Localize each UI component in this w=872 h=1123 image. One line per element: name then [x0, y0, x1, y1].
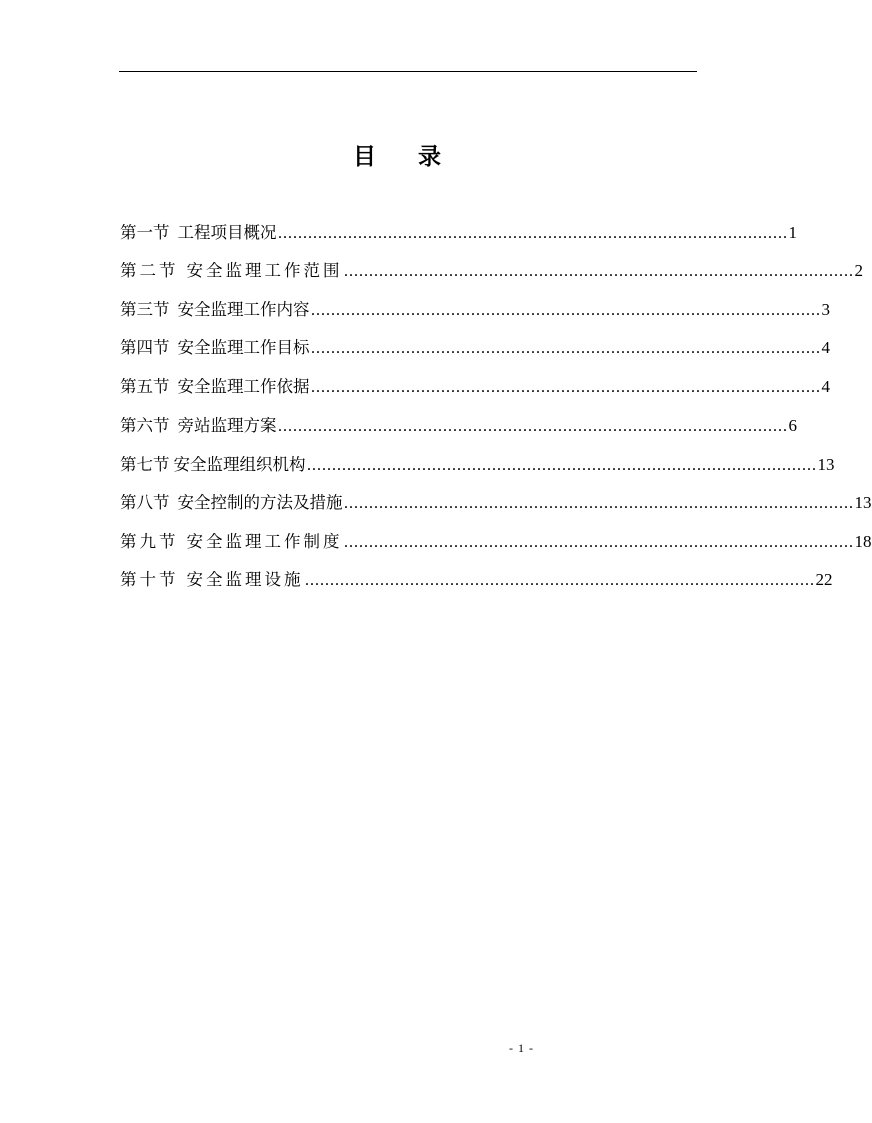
- toc-title: 安全监理工作依据: [177, 377, 310, 396]
- toc-label: [120, 296, 310, 320]
- toc-label: [120, 373, 310, 397]
- toc-leader: …………………………………………………………………………………………: [310, 339, 821, 357]
- toc-entry-4[interactable]: [120, 334, 830, 360]
- toc-entry-10[interactable]: [120, 566, 833, 592]
- toc-page-number: 18: [854, 532, 872, 551]
- toc-section: 第九节: [120, 532, 179, 551]
- toc-title: 安全监理工作内容: [177, 300, 310, 319]
- toc-title: 安全监理工作范围: [186, 261, 343, 280]
- toc-page-number: 1: [788, 223, 797, 242]
- toc-page-number: 3: [821, 300, 830, 319]
- toc-page-number: 2: [854, 261, 863, 280]
- toc-title: 安全监理工作制度: [186, 532, 343, 551]
- toc-section: 第八节: [120, 493, 170, 512]
- toc-section: 第一节: [120, 223, 170, 242]
- toc-leader: …………………………………………………………………………………………: [343, 533, 854, 551]
- toc-entry-9[interactable]: [120, 528, 872, 554]
- toc-entry-1[interactable]: [120, 219, 797, 245]
- toc-entry-3[interactable]: [120, 296, 830, 322]
- toc-entry-5[interactable]: [120, 373, 830, 399]
- toc-page-number: 4: [821, 338, 830, 357]
- toc-label: [120, 489, 343, 513]
- toc-title: 安全监理工作目标: [177, 338, 310, 357]
- toc-section: 第十节: [120, 570, 179, 589]
- toc-page-number: 22: [815, 570, 833, 589]
- toc-leader: …………………………………………………………………………………………: [277, 417, 788, 435]
- toc-section: 第四节: [120, 338, 170, 357]
- toc-title: 安全监理组织机构: [173, 455, 306, 474]
- toc-page-number: 4: [821, 377, 830, 396]
- toc-title: 安全监理设施: [186, 570, 304, 589]
- title-char-2: 录: [418, 144, 441, 170]
- toc-leader: …………………………………………………………………………………………: [310, 378, 821, 396]
- toc-section: 第六节: [120, 416, 170, 435]
- toc-leader: …………………………………………………………………………………………: [343, 494, 854, 512]
- toc-label: [120, 257, 343, 281]
- toc-label: [120, 219, 277, 243]
- toc-section: 第二节: [120, 261, 179, 280]
- toc-title: 工程项目概况: [177, 223, 277, 242]
- page-number: - 1 -: [509, 1041, 534, 1055]
- toc-label: [120, 528, 343, 552]
- toc-leader: …………………………………………………………………………………………: [310, 301, 821, 319]
- toc-entry-7[interactable]: [120, 451, 835, 477]
- toc-entry-8[interactable]: [120, 489, 872, 515]
- toc-section: 第三节: [120, 300, 170, 319]
- toc-title: 旁站监理方案: [177, 416, 277, 435]
- header-rule: [119, 71, 697, 72]
- toc-entry-6[interactable]: [120, 412, 797, 438]
- toc-section: 第五节: [120, 377, 170, 396]
- toc-leader: …………………………………………………………………………………………: [343, 262, 854, 280]
- toc-entry-2[interactable]: [120, 257, 863, 283]
- toc-label: [120, 412, 277, 436]
- toc-section: 第七节: [120, 455, 170, 474]
- toc-leader: …………………………………………………………………………………………: [277, 224, 788, 242]
- toc-title: 安全控制的方法及措施: [177, 493, 343, 512]
- page-title: [0, 138, 794, 171]
- toc-page-number: 13: [817, 455, 835, 474]
- toc-leader: …………………………………………………………………………………………: [306, 456, 817, 474]
- toc-label: [120, 566, 304, 590]
- toc-label: [120, 334, 310, 358]
- title-char-1: 目: [353, 144, 376, 170]
- toc-page-number: 6: [788, 416, 797, 435]
- toc-leader: …………………………………………………………………………………………: [304, 571, 815, 589]
- toc-label: [120, 451, 306, 475]
- toc-page-number: 13: [854, 493, 872, 512]
